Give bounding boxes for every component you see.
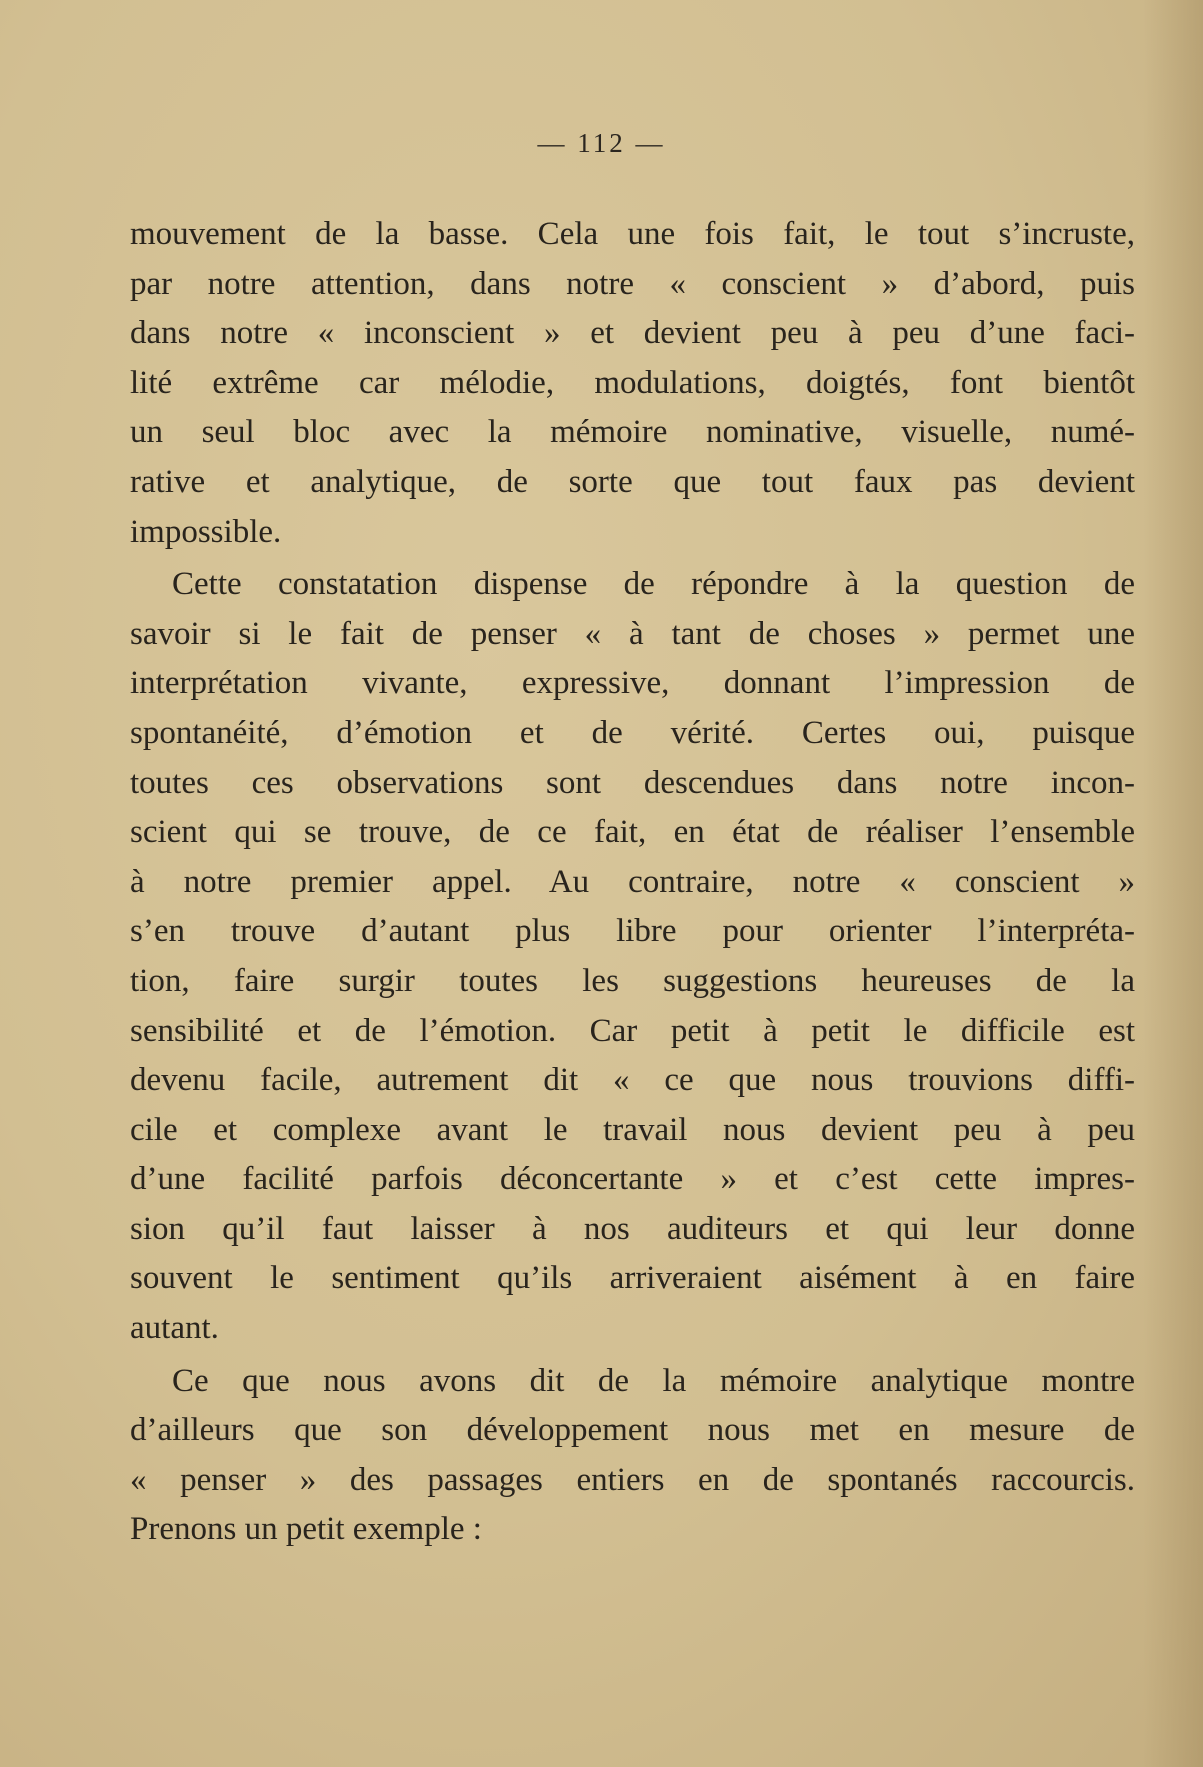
text-line: s’en trouve d’autant plus libre pour orienter l’interpréta-: [130, 913, 1135, 950]
text-line: rative et analytique, de sorte que tout faux pas devient: [130, 463, 1135, 500]
text-line: toutes ces observations sont descendues dans notre incon-: [130, 764, 1135, 801]
page-edge-shadow: [1143, 0, 1203, 1767]
text-line: tion, faire surgir toutes les suggestions heureuses de la: [130, 962, 1135, 999]
text-line: impossible.: [130, 513, 282, 550]
paragraph-2: [130, 560, 1135, 1354]
text-line: par notre attention, dans notre « conscient » d’abord, puis: [130, 265, 1135, 302]
text-line: spontanéité, d’émotion et de vérité. Certes oui, puisque: [130, 714, 1135, 751]
text-line: autant.: [130, 1310, 219, 1347]
paragraph-3: [130, 1357, 1135, 1555]
text-line: à notre premier appel. Au contraire, notre « conscient »: [130, 863, 1135, 900]
page-number: — 112 —: [537, 128, 666, 158]
text-line: dans notre « inconscient » et devient peu à peu d’une faci-: [130, 315, 1135, 352]
text-line: interprétation vivante, expressive, donnant l’impression de: [130, 665, 1135, 702]
text-line: cile et complexe avant le travail nous devient peu à peu: [130, 1111, 1135, 1148]
text-line: devenu facile, autrement dit « ce que nous trouvions diffi-: [130, 1062, 1135, 1099]
text-line: Ce que nous avons dit de la mémoire analytique montre: [172, 1362, 1135, 1399]
text-line: Prenons un petit exemple :: [130, 1511, 482, 1548]
text-line: d’une facilité parfois déconcertante » et c’est cette impres-: [130, 1161, 1135, 1198]
text-line: lité extrême car mélodie, modulations, doigtés, font bientôt: [130, 364, 1135, 401]
text-line: souvent le sentiment qu’ils arriveraient aisément à en faire: [130, 1260, 1135, 1297]
body-text: [130, 210, 1135, 1558]
text-line: Cette constatation dispense de répondre à la question de: [172, 566, 1135, 603]
text-line: mouvement de la basse. Cela une fois fait, le tout s’incruste,: [130, 216, 1135, 252]
text-line: savoir si le fait de penser « à tant de choses » permet une: [130, 615, 1135, 652]
text-line: sion qu’il faut laisser à nos auditeurs et qui leur donne: [130, 1210, 1135, 1247]
text-line: d’ailleurs que son développement nous met en mesure de: [130, 1412, 1135, 1449]
text-line: « penser » des passages entiers en de spontanés raccourcis.: [130, 1461, 1135, 1498]
text-line: scient qui se trouve, de ce fait, en état de réaliser l’ensemble: [130, 814, 1135, 851]
paragraph-1: [130, 210, 1135, 557]
text-line: sensibilité et de l’émotion. Car petit à petit le difficile est: [130, 1012, 1135, 1049]
text-line: un seul bloc avec la mémoire nominative, visuelle, numé-: [130, 414, 1135, 451]
